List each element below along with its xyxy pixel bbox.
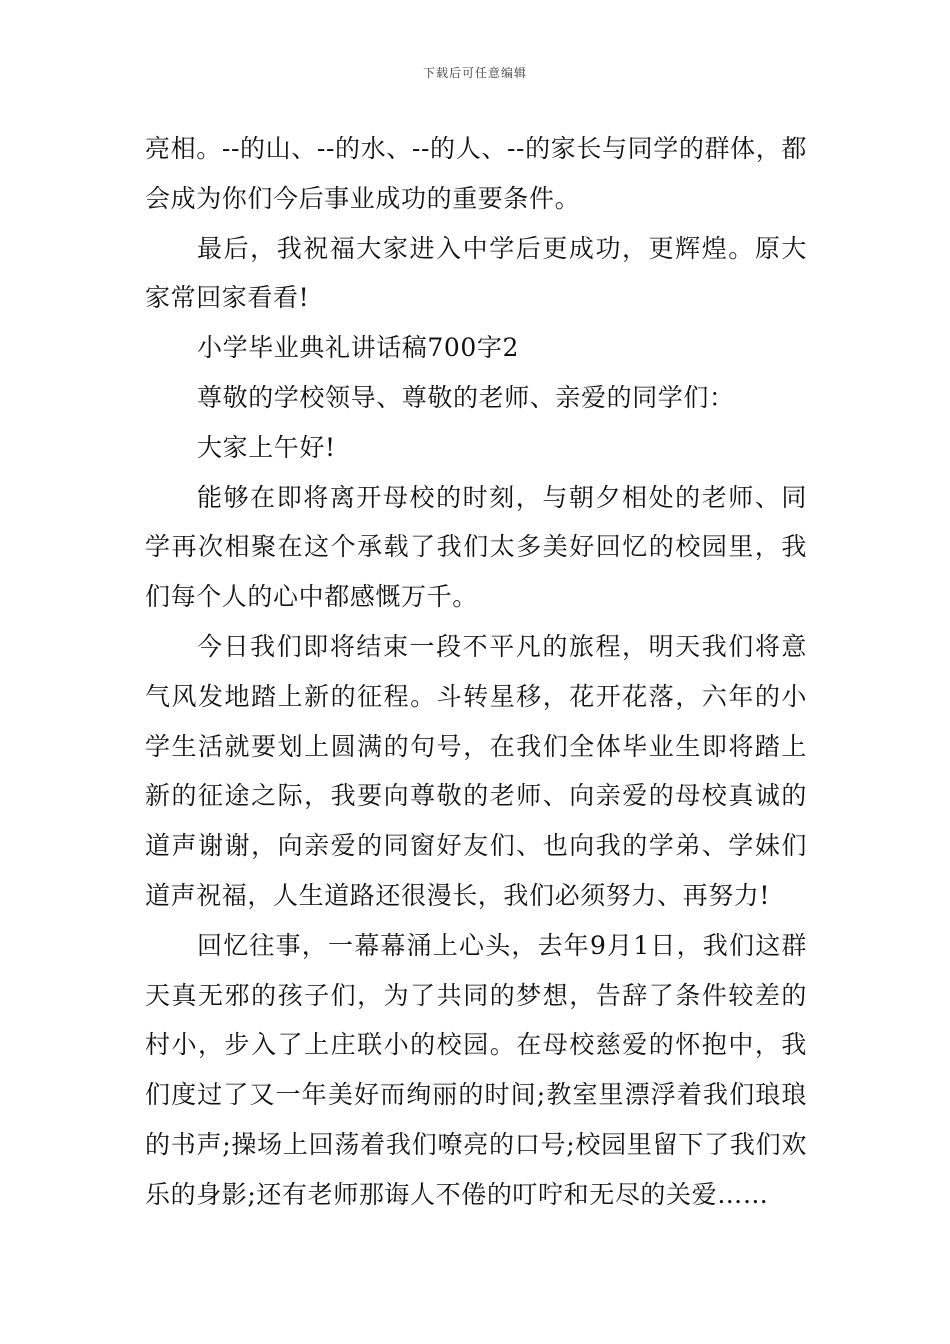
- greeting: 大家上午好!: [197, 432, 336, 462]
- paragraph: 能够在即将离开母校的时刻，与朝夕相处的老师、同学再次相聚在这个承载了我们太多美好回忆的校园里，我们每个人的心中都感慨万千。: [145, 482, 807, 612]
- salutation: 尊敬的学校领导、尊敬的老师、亲爱的同学们：: [197, 382, 735, 412]
- section-title: 小学毕业典礼讲话稿700字2: [197, 333, 520, 363]
- paragraph: 最后，我祝福大家进入中学后更成功，更辉煌。原大家常回家看看!: [145, 233, 807, 313]
- page-header: 下载后可任意编辑: [422, 66, 527, 80]
- paragraph: 亮相。--的山、--的水、--的人、--的家长与同学的群体，都会成为你们今后事业成功的重要条件。: [145, 134, 807, 213]
- document-body: [145, 124, 807, 1220]
- paragraph: 今日我们即将结束一段不平凡的旅程，明天我们将意气风发地踏上新的征程。斗转星移，花开花落，六年的小学生活就要划上圆满的句号，在我们全体毕业生即将踏上新的征途之际，我要向尊敬的老师、向亲爱的母校真诚的道声谢谢，向亲爱的同窗好友们、也向我的学弟、学妹们道声祝福，人生道路还很漫长，我们必须努力、再努力!: [145, 631, 807, 910]
- paragraph: 回忆往事，一幕幕涌上心头，去年9月1日，我们这群天真无邪的孩子们，为了共同的梦想，告辞了条件较差的村小，步入了上庄联小的校园。在母校慈爱的怀抱中，我们度过了又一年美好而绚丽的时间;教室里漂浮着我们琅琅的书声;操场上回荡着我们嘹亮的口号;校园里留下了我们欢乐的身影;还有老师那诲人不倦的叮咛和无尽的关爱……: [145, 930, 807, 1209]
